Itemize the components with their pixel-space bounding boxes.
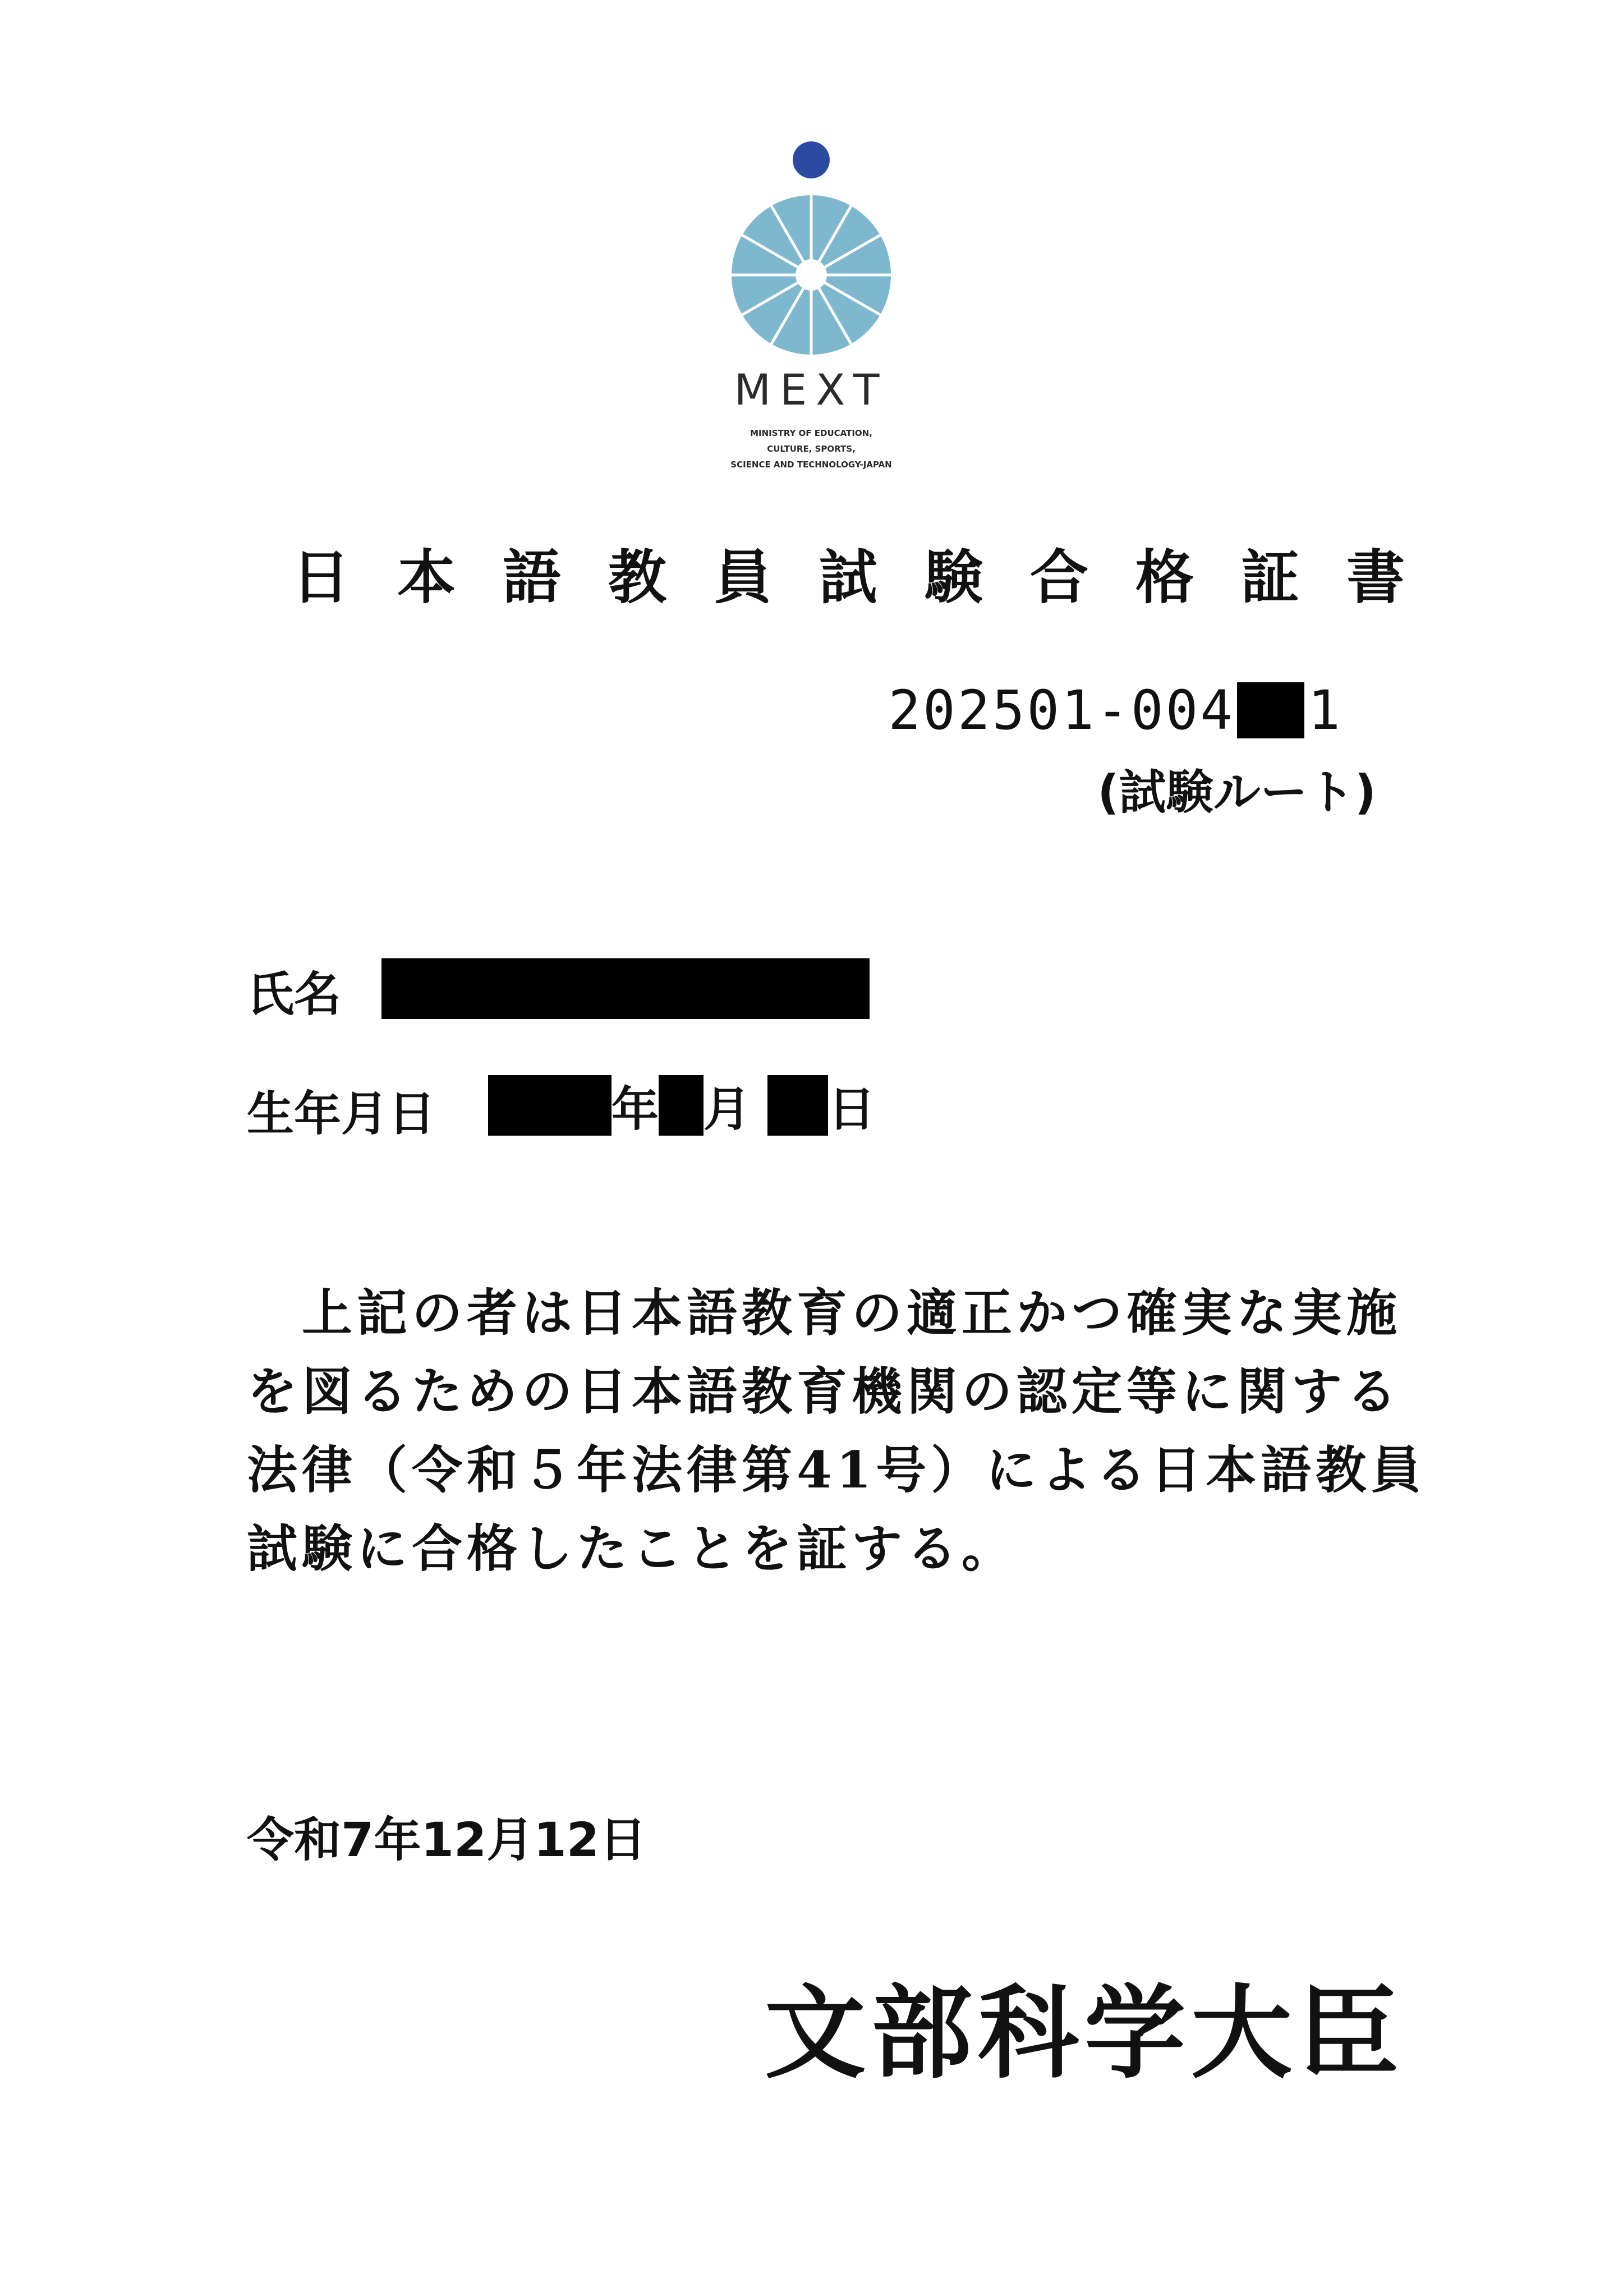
issue-date: 令和7年12月12日 <box>247 1812 647 1867</box>
name-redaction-box <box>381 958 870 1019</box>
body-line: 法律（令和５年法律第41号）による日本語教員 <box>247 1440 1426 1500</box>
redaction-box <box>1237 682 1304 738</box>
logo-wheel-hub <box>796 259 827 291</box>
logo-subtitle-line: CULTURE, SPORTS, <box>767 444 856 454</box>
birth-date-label: 生年月日 <box>247 1086 436 1141</box>
birth-date-value <box>488 1074 875 1136</box>
day-unit: 日 <box>828 1081 876 1137</box>
logo-wheel <box>730 194 892 356</box>
year-unit: 年 <box>612 1081 659 1137</box>
logo-subtitle-line: SCIENCE AND TECHNOLOGY-JAPAN <box>730 460 892 470</box>
certificate-body <box>247 1274 1426 1588</box>
certificate-title: 日本語教員試験合格証書 <box>292 543 1452 612</box>
name-label: 氏名 <box>247 967 342 1022</box>
logo-wordmark: MEXT <box>734 365 889 415</box>
certificate-number-suffix: 1 <box>1308 679 1342 742</box>
logo-subtitle <box>701 425 921 472</box>
body-line: 上記の者は日本語教育の適正かつ確実な実施 <box>247 1283 1401 1343</box>
logo-subtitle-line: MINISTRY OF EDUCATION, <box>750 428 872 438</box>
body-line: 試験に合格したことを証する。 <box>247 1519 1017 1578</box>
redaction-box <box>767 1075 828 1136</box>
logo-top-dot <box>793 141 830 178</box>
redaction-box <box>659 1075 704 1136</box>
month-unit: 月 <box>704 1081 751 1137</box>
certificate-route: (試験ルート) <box>1097 765 1376 820</box>
body-line: を図るための日本語教育機関の認定等に関する <box>247 1362 1401 1421</box>
certificate-number-prefix: 202501-004 <box>888 679 1235 742</box>
certificate-number <box>888 679 1342 742</box>
issuer-signature: 文部科学大臣 <box>764 1974 1404 2092</box>
redaction-box <box>488 1075 612 1136</box>
